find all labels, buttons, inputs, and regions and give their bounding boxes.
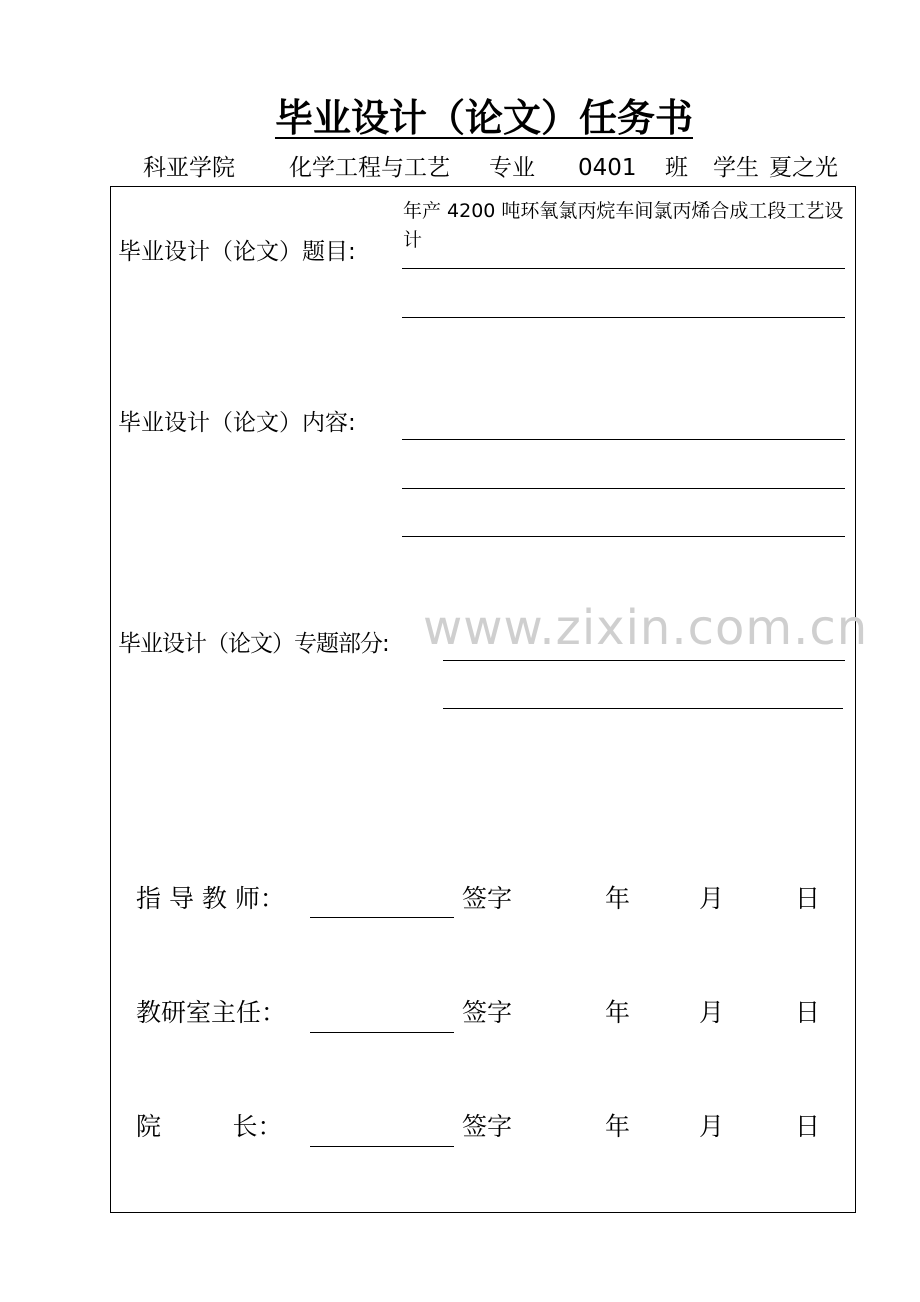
advisor-sign-line <box>310 917 454 918</box>
dean-sign-label: 签字 <box>462 1112 513 1141</box>
content-line-2 <box>402 488 845 489</box>
director-day-label: 日 <box>795 998 821 1027</box>
major-name: 化学工程与工艺 <box>289 155 450 181</box>
topic-value: 年产 4200 吨环氧氯丙烷车间氯丙烯合成工段工艺设计 <box>403 200 844 251</box>
dean-role: 院 长： <box>136 1112 283 1141</box>
topic-line-1 <box>402 268 845 269</box>
content-label: 毕业设计（论文）内容: <box>118 410 356 436</box>
dean-month-label: 月 <box>699 1112 725 1141</box>
special-topic-label: 毕业设计（论文）专题部分: <box>118 631 389 657</box>
document-title: 毕业设计（论文）任务书 <box>274 96 693 140</box>
director-year-label: 年 <box>605 998 631 1027</box>
special-line-1 <box>443 660 845 661</box>
advisor-role: 指 导 教 师： <box>136 884 285 913</box>
advisor-year-label: 年 <box>605 884 631 913</box>
director-sign-line <box>310 1032 454 1033</box>
class-number: 0401 <box>578 155 637 181</box>
topic-line-2 <box>402 317 845 318</box>
class-label: 班 <box>665 155 688 181</box>
student-label: 学生 <box>713 155 759 181</box>
dean-year-label: 年 <box>605 1112 631 1141</box>
dean-day-label: 日 <box>795 1112 821 1141</box>
form-box <box>110 186 856 1213</box>
college-name: 科亚学院 <box>143 155 235 181</box>
topic-label: 毕业设计（论文）题目: <box>118 239 356 265</box>
student-name: 夏之光 <box>769 155 838 181</box>
director-sign-label: 签字 <box>462 998 513 1027</box>
advisor-sign-label: 签字 <box>462 884 513 913</box>
director-month-label: 月 <box>699 998 725 1027</box>
content-line-1 <box>402 439 845 440</box>
content-line-3 <box>402 536 845 537</box>
director-role: 教研室主任： <box>136 998 287 1027</box>
major-label: 专业 <box>489 155 535 181</box>
dean-sign-line <box>310 1146 454 1147</box>
special-line-2 <box>443 708 843 709</box>
watermark: www.zixin.com.cn <box>423 600 869 656</box>
advisor-day-label: 日 <box>795 884 821 913</box>
advisor-month-label: 月 <box>699 884 725 913</box>
